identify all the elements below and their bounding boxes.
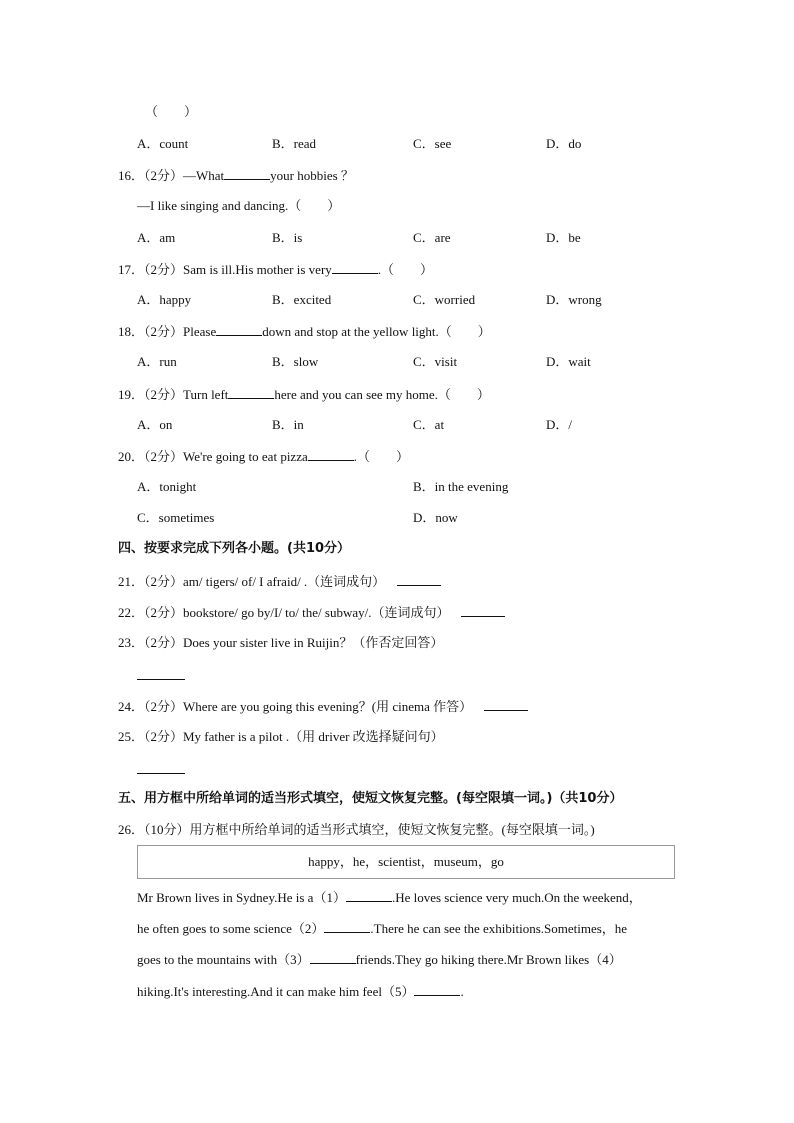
q17-stem-post: .（ ）: [377, 262, 434, 277]
q16-question: [118, 167, 354, 184]
q17-stem-pre: 17．（2分）Sam is ill.His mother is very: [118, 262, 332, 277]
q16-option-a: A．am: [137, 230, 176, 245]
passage-text: he often goes to some science（2）: [137, 921, 325, 936]
passage-line-2: [137, 920, 627, 937]
q17-question: [118, 261, 433, 278]
q18-option-a: A．run: [137, 354, 177, 369]
q21-question: [118, 573, 441, 590]
q18-stem-pre: 18．（2分）Please: [118, 324, 217, 339]
q19-option-b: B．in: [272, 417, 304, 432]
passage-text: .: [460, 984, 464, 999]
q22-text: 22．（2分）bookstore/ go by/I/ to/ the/ subway/.（连词成句）: [118, 605, 450, 620]
q15-paren: （ ）: [145, 104, 198, 119]
q16-option-b: B．is: [272, 230, 303, 245]
q20-stem-pre: 20．（2分）We're going to eat pizza: [118, 449, 308, 464]
q19-blank[interactable]: [228, 386, 274, 399]
q16-answer-line: —I like singing and dancing.（ ）: [137, 198, 341, 213]
word-box: [137, 845, 675, 879]
passage-line-4: [137, 983, 464, 1000]
q21-answer-blank[interactable]: [397, 573, 441, 586]
q20-question: [118, 448, 409, 465]
passage-blank-1[interactable]: [346, 889, 392, 902]
q19-option-c: C．at: [413, 417, 445, 432]
passage-text: hiking.It's interesting.And it can make him feel（5）: [137, 984, 415, 999]
q23-answer-blank[interactable]: [137, 678, 185, 680]
passage-text: friends.They go hiking there.Mr Brown likes（4）: [355, 952, 622, 967]
q16-option-d: D．be: [546, 230, 581, 245]
q20-option-d: D．now: [413, 510, 458, 525]
q18-stem-post: down and stop at the yellow light.（ ）: [262, 324, 491, 339]
q16-stem-pre: 16．（2分）—What: [118, 168, 225, 183]
q26-instruction: 26．（10分）用方框中所给单词的适当形式填空，使短文恢复完整。(每空限填一词。): [118, 822, 595, 837]
q17-option-d: D．wrong: [546, 292, 602, 307]
passage-line-1: [137, 889, 642, 906]
q18-question: [118, 323, 491, 340]
word-box-words: happy，he，scientist，museum，go: [308, 854, 504, 869]
q20-stem-post: .（ ）: [353, 449, 410, 464]
q18-option-d: D．wait: [546, 354, 591, 369]
q18-option-b: B．slow: [272, 354, 319, 369]
passage-blank-2[interactable]: [324, 920, 370, 933]
section-4-title: 四、按要求完成下列各小题。(共10分）: [118, 541, 351, 556]
q21-text: 21．（2分）am/ tigers/ of/ I afraid/ .（连词成句）: [118, 574, 386, 589]
q24-question: [118, 698, 528, 715]
q18-option-c: C．visit: [413, 354, 458, 369]
passage-blank-5[interactable]: [414, 983, 460, 996]
passage-text: goes to the mountains with（3）: [137, 952, 310, 967]
passage-blank-3[interactable]: [310, 951, 356, 964]
q15-option-b: B．read: [272, 136, 317, 151]
q18-blank[interactable]: [216, 323, 262, 336]
q24-text: 24．（2分）Where are you going this evening？(用 cinema 作答）: [118, 699, 473, 714]
q17-option-c: C．worried: [413, 292, 476, 307]
q23-question: 23．（2分）Does your sister live in Ruijin？（作否定回答）: [118, 635, 444, 650]
passage-text: .There he can see the exhibitions.Sometimes，he: [370, 921, 628, 936]
q15-option-c: C．see: [413, 136, 452, 151]
q16-stem-post: your hobbies ？: [270, 168, 354, 183]
q19-option-a: A．on: [137, 417, 173, 432]
passage-line-3: [137, 951, 622, 968]
q17-option-b: B．excited: [272, 292, 332, 307]
q15-option-a: A．count: [137, 136, 189, 151]
q20-option-c: C．sometimes: [137, 510, 215, 525]
q19-stem-pre: 19．（2分）Turn left: [118, 387, 229, 402]
q19-option-d: D．/: [546, 417, 573, 432]
q19-stem-post: here and you can see my home.（ ）: [274, 387, 490, 402]
q25-answer-blank[interactable]: [137, 772, 185, 774]
q24-answer-blank[interactable]: [484, 698, 528, 711]
q15-option-d: D．do: [546, 136, 582, 151]
q20-option-b: B．in the evening: [413, 479, 509, 494]
q20-blank[interactable]: [308, 448, 354, 461]
q22-question: [118, 604, 505, 621]
q16-blank[interactable]: [224, 167, 270, 180]
q17-blank[interactable]: [332, 261, 378, 274]
q25-question: 25．（2分）My father is a pilot .（用 driver 改选择疑问句）: [118, 729, 444, 744]
section-5-title: 五、用方框中所给单词的适当形式填空，使短文恢复完整。(每空限填一词。)（共10分）: [118, 791, 623, 806]
passage-text: .He loves science very much.On the weekend，: [391, 890, 642, 905]
q22-answer-blank[interactable]: [461, 604, 505, 617]
q20-option-a: A．tonight: [137, 479, 197, 494]
q19-question: [118, 386, 490, 403]
q16-option-c: C．are: [413, 230, 451, 245]
passage-text: Mr Brown lives in Sydney.He is a（1）: [137, 890, 346, 905]
q17-option-a: A．happy: [137, 292, 192, 307]
